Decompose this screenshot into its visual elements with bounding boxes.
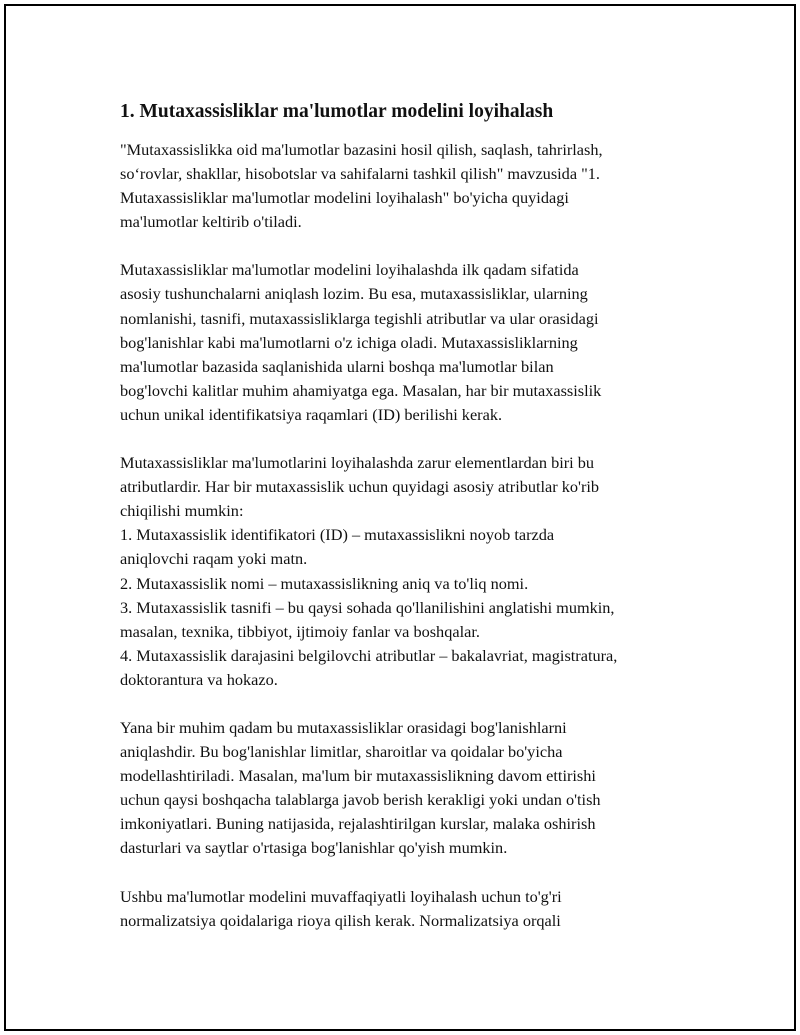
text-line: Mutaxassisliklar ma'lumotlar modelini loyihalash" bo'yicha quyidagi [120,188,569,208]
list-item-line: doktorantura va hokazo. [120,669,278,689]
list-item-line: aniqlovchi raqam yoki matn. [120,549,308,569]
text-line: Mutaxassisliklar ma'lumotlar modelini loyihalashda ilk qadam sifatida [120,260,579,280]
list-item-line: 1. Mutaxassislik identifikatori (ID) – mutaxassislikni noyob tarzda [120,525,555,545]
paragraph-attributes [120,451,700,692]
document-body [120,98,700,933]
text-line: modellashtiriladi. Masalan, ma'lum bir mutaxassislikning davom ettirishi [120,766,596,786]
text-line: chiqilishi mumkin: [120,501,244,521]
paragraph-relations [120,716,700,861]
list-item-line: masalan, texnika, tibbiyot, ijtimoiy fanlar va boshqalar. [120,621,480,641]
text-line: so‘rovlar, shakllar, hisobotslar va sahifalarni tashkil qilish" mavzusida "1. [120,164,600,184]
list-item-line: 3. Mutaxassislik tasnifi – bu qaysi sohada qo'llanilishini anglatishi mumkin, [120,597,615,617]
paragraph-intro [120,138,700,234]
text-line: "Mutaxassislikka oid ma'lumotlar bazasini hosil qilish, saqlash, tahrirlash, [120,140,603,159]
list-item-line: 4. Mutaxassislik darajasini belgilovchi atributlar – bakalavriat, magistratura, [120,645,618,665]
text-line: normalizatsiya qoidalariga rioya qilish kerak. Normalizatsiya orqali [120,910,561,930]
text-line: uchun unikal identifikatsiya raqamlari (ID) berilishi kerak. [120,404,503,424]
text-line: imkoniyatlari. Buning natijasida, rejalashtirilgan kurslar, malaka oshirish [120,814,596,834]
list-item-line: 2. Mutaxassislik nomi – mutaxassislikning aniq va to'liq nomi. [120,573,529,593]
text-line: Yana bir muhim qadam bu mutaxassisliklar orasidagi bog'lanishlarni [120,717,567,737]
text-line: aniqlashdir. Bu bog'lanishlar limitlar, sharoitlar va qoidalar bo'yicha [120,742,563,762]
text-line: bog'lanishlar kabi ma'lumotlarni o'z ichiga oladi. Mutaxassisliklarning [120,332,578,352]
text-line: dasturlari va saytlar o'rtasiga bog'lanishlar qo'yish mumkin. [120,838,508,858]
text-line: nomlanishi, tasnifi, mutaxassisliklarga tegishli atributlar va ular orasidagi [120,308,599,328]
text-line: bog'lovchi kalitlar muhim ahamiyatga ega. Masalan, har bir mutaxassislik [120,380,602,400]
text-line: asosiy tushunchalarni aniqlash lozim. Bu esa, mutaxassisliklar, ularning [120,284,588,304]
text-line: ma'lumotlar keltirib o'tiladi. [120,212,302,232]
paragraph-concepts [120,258,700,427]
document-title: 1. Mutaxassisliklar ma'lumotlar modelini loyihalash [120,101,554,122]
paragraph-normalization [120,885,700,933]
text-line: ma'lumotlar bazasida saqlanishida ularni boshqa ma'lumotlar bilan [120,356,554,376]
text-line: atributlardir. Har bir mutaxassislik uchun quyidagi asosiy atributlar ko'rib [120,477,600,497]
page-frame [4,4,796,1031]
text-line: Ushbu ma'lumotlar modelini muvaffaqiyatli loyihalash uchun to'g'ri [120,886,562,906]
text-line: Mutaxassisliklar ma'lumotlarini loyihalashda zarur elementlardan biri bu [120,453,595,473]
text-line: uchun qaysi boshqacha talablarga javob berish kerakligi yoki undan o'tish [120,790,601,810]
